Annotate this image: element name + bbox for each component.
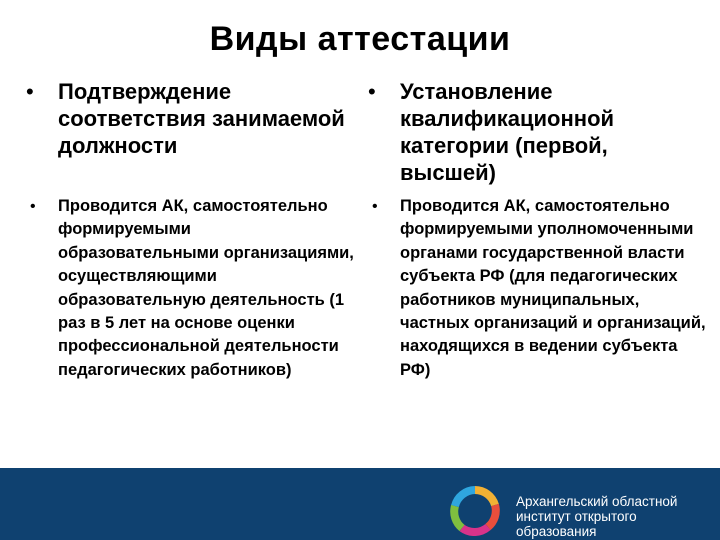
bullet-dot-icon: •	[368, 79, 376, 104]
footer-bar	[0, 468, 720, 540]
right-heading-bullet	[368, 78, 708, 186]
left-heading-bullet	[26, 78, 356, 159]
right-detail-text: Проводится АК, самостоятельно формируемыми уполномоченными органами государственной власти субъекта РФ (для педагогических работников муниципальных, частных организаций и организаций, находящихся в ведении субъекта РФ)	[400, 197, 706, 379]
institute-logo-icon	[450, 486, 500, 536]
left-column	[26, 78, 356, 382]
right-column	[368, 78, 708, 382]
left-heading-text: Подтверждение соответствия занимаемой должности	[58, 79, 345, 158]
bullet-dot-icon: •	[26, 79, 34, 104]
left-detail-text: Проводится АК, самостоятельно формируемыми образовательными организациями, осуществляющими образовательную деятельность (1 раз в 5 лет на основе оценки профессиональной деятельности педагогических работников)	[58, 197, 354, 379]
slide-title: Виды аттестации	[209, 20, 511, 58]
bullet-dot-icon: •	[372, 198, 378, 215]
left-detail-bullet	[26, 195, 356, 382]
institute-name	[516, 494, 720, 539]
institute-name-line1: Архангельский областной	[516, 494, 678, 509]
right-heading-text: Установление квалификационной категории (первой, высшей)	[400, 79, 615, 185]
bullet-dot-icon: •	[30, 198, 36, 215]
right-detail-bullet	[368, 195, 708, 382]
institute-name-line2: институт открытого образования	[516, 509, 637, 539]
